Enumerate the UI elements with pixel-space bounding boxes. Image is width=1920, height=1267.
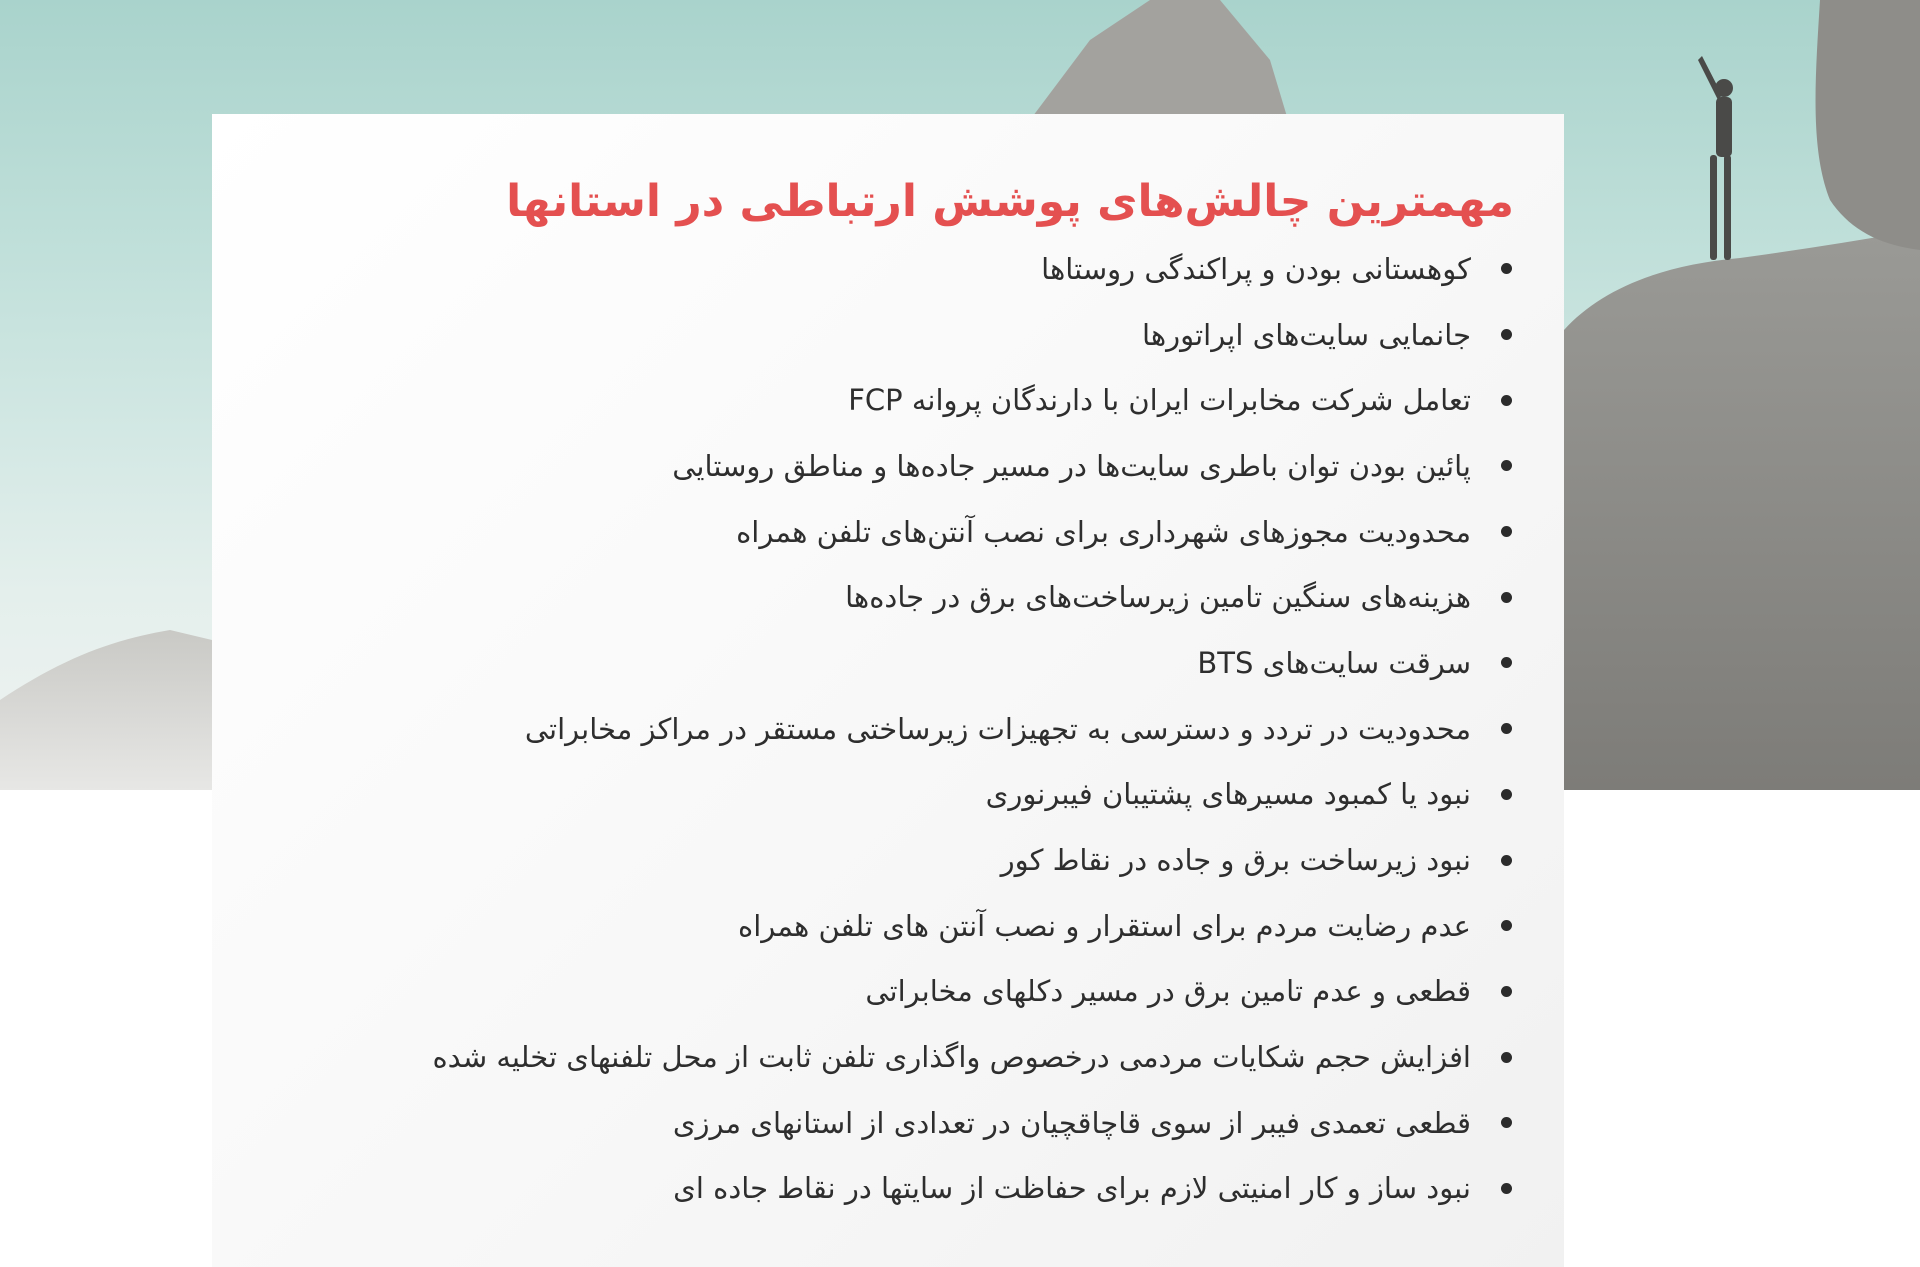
list-item-text: تعامل شرکت مخابرات ایران با دارندگان پروانه FCP [848,383,1471,418]
list-item-text: عدم رضایت مردم برای استقرار و نصب آنتن های تلفن همراه [738,908,1471,943]
list-item-text: هزینه‌های سنگین تامین زیرساخت‌های برق در جاده‌ها [845,580,1471,615]
list-item-text: نبود زیرساخت برق و جاده در نقاط کور [1000,843,1471,878]
list-item [252,433,1514,499]
list-item [252,1024,1514,1090]
far-right-rock [1816,0,1920,250]
list-item [252,762,1514,828]
list-item [252,302,1514,368]
bullet-icon [1501,1117,1512,1128]
page-title: مهمترین چالش‌های پوشش ارتباطی در استانها [506,176,1514,227]
list-item [252,499,1514,565]
list-item [252,893,1514,959]
list-item-text: محدودیت در تردد و دسترسی به تجهیزات زیرساختی مستقر در مراکز مخابراتی [524,711,1471,746]
list-item-text: قطعی تعمدی فیبر از سوی قاچاقچیان در تعدادی از استانهای مرزی [672,1105,1471,1140]
challenges-list [252,236,1514,1221]
list-item [252,630,1514,696]
bullet-icon [1501,592,1512,603]
bullet-icon [1501,526,1512,537]
bullet-icon [1501,395,1512,406]
bullet-icon [1501,329,1512,340]
bullet-icon [1501,920,1512,931]
list-item [252,696,1514,762]
list-item [252,236,1514,302]
left-ground [0,630,212,790]
list-item-text: نبود یا کمبود مسیرهای پشتیبان فیبرنوری [985,777,1471,812]
list-item [252,1090,1514,1156]
right-cliff [1564,230,1920,790]
challenges-card [212,114,1564,1267]
list-item-text: قطعی و عدم تامین برق در مسیر دکلهای مخابراتی [865,974,1471,1009]
list-item [252,1156,1514,1222]
bullet-icon [1501,723,1512,734]
bullet-icon [1501,263,1512,274]
climber-figure [1698,56,1733,260]
bullet-icon [1501,657,1512,668]
bullet-icon [1501,986,1512,997]
list-item-text: سرقت سایت‌های BTS [1197,645,1471,680]
list-item [252,367,1514,433]
bullet-icon [1501,855,1512,866]
list-item [252,827,1514,893]
list-item-text: پائین بودن توان باطری سایت‌ها در مسیر جاده‌ها و مناطق روستایی [672,448,1471,483]
list-item-text: نبود ساز و کار امنیتی لازم برای حفاظت از سایتها در نقاط جاده ای [673,1171,1471,1206]
bullet-icon [1501,789,1512,800]
list-item [252,959,1514,1025]
bullet-icon [1501,1183,1512,1194]
list-item-text: جانمایی سایت‌های اپراتورها [1142,317,1471,352]
bullet-icon [1501,1052,1512,1063]
list-item-text: محدودیت مجوزهای شهرداری برای نصب آنتن‌های تلفن همراه [736,514,1471,549]
list-item-text: افزایش حجم شکایات مردمی درخصوص واگذاری تلفن ثابت از محل تلفنهای تخلیه شده [432,1040,1471,1075]
list-item-text: کوهستانی بودن و پراکندگی روستاها [1041,251,1471,286]
list-item [252,564,1514,630]
bullet-icon [1501,460,1512,471]
